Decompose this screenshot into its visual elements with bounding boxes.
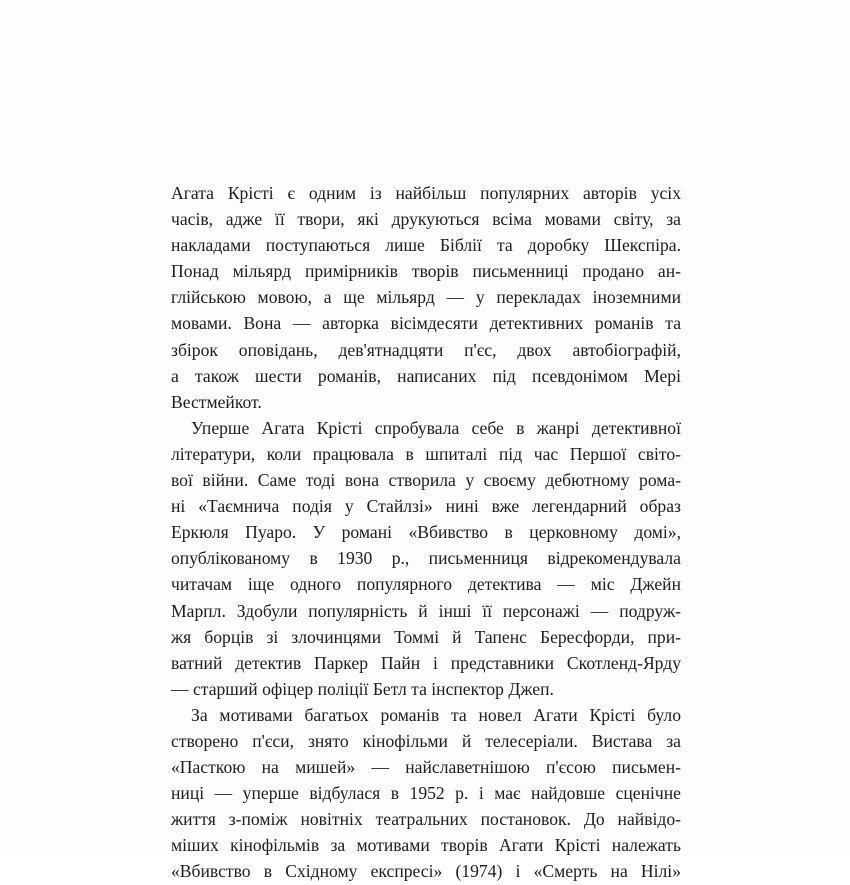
paragraph-1-line: а також шести романів, написаних під псевдонімом Мері (171, 365, 681, 386)
paragraph-3-line: «Вбивство в Східному експресі» (1974) і «Смерть на Нілі» (171, 861, 681, 882)
paragraph-2-line: літератури, коли працювала в шпиталі під час Першої світо- (171, 443, 681, 464)
paragraph-2-line: читачам іще одного популярного детектива — міс Джейн (171, 574, 681, 595)
paragraph-2-line: Уперше Агата Крісті спробувала себе в жанрі детективної (191, 417, 681, 438)
paragraph-1-line: накладами поступаються лише Біблії та доробку Шекспіра. (171, 235, 681, 256)
paragraph-2-line: вої війни. Саме тоді вона створила у своєму дебютному рома- (171, 470, 681, 491)
paragraph-2-line: — старший офіцер поліції Бетл та інспектор Джеп. (171, 678, 554, 699)
paragraph-2-line: Еркюля Пуаро. У романі «Вбивство в церковному домі», (171, 522, 681, 543)
paragraph-1-line: Вестмейкот. (171, 391, 262, 412)
paragraph-2-line: ватний детектив Паркер Пайн і представники Скотленд-Ярду (171, 652, 681, 673)
paragraph-2-line: ні «Таємнича подія у Стайлзі» нині вже легендарний образ (171, 496, 681, 517)
paragraph-1-line: глійською мовою, а ще мільярд — у перекладах іноземними (171, 287, 681, 308)
paragraph-3-line: міших кінофільмів за мотивами творів Агати Крісті належать (171, 835, 681, 856)
body-text (171, 180, 681, 885)
paragraph-2-line: жя борців зі злочинцями Томмі й Тапенс Бересфорди, при- (171, 626, 681, 647)
paragraph-1-line: Понад мільярд примірників творів письменниці продано ан- (171, 261, 681, 282)
paragraph-1-line: часів, адже її твори, які друкуються всіма мовами світу, за (171, 209, 681, 230)
paragraph-1-line: збірок оповідань, дев'ятнадцяти п'єс, двох автобіографій, (171, 339, 681, 360)
paragraph-3-line: ниці — уперше відбулася в 1952 р. і має найдовше сценічне (171, 783, 681, 804)
paragraph-3-line: «Пасткою на мишей» — найславетнішою п'єсою письмен- (171, 757, 681, 778)
paragraph-3-line: За мотивами багатьох романів та новел Агати Крісті було (191, 704, 681, 725)
paragraph-3-line: створено п'єси, знято кінофільми й телесеріали. Вистава за (171, 730, 681, 751)
paragraph-3-line: життя з-поміж новітніх театральних постановок. До найвідо- (171, 809, 681, 830)
paragraph-2-line: Марпл. Здобули популярність й інші її персонажі — подруж- (171, 600, 681, 621)
paragraph-2-line: опублікованому в 1930 р., письменниця відрекомендувала (171, 548, 681, 569)
paragraph-1-line: Агата Крісті є одним із найбільш популярних авторів усіх (171, 183, 681, 203)
paragraph-1-line: мовами. Вона — авторка вісімдесяти детективних романів та (171, 313, 681, 334)
